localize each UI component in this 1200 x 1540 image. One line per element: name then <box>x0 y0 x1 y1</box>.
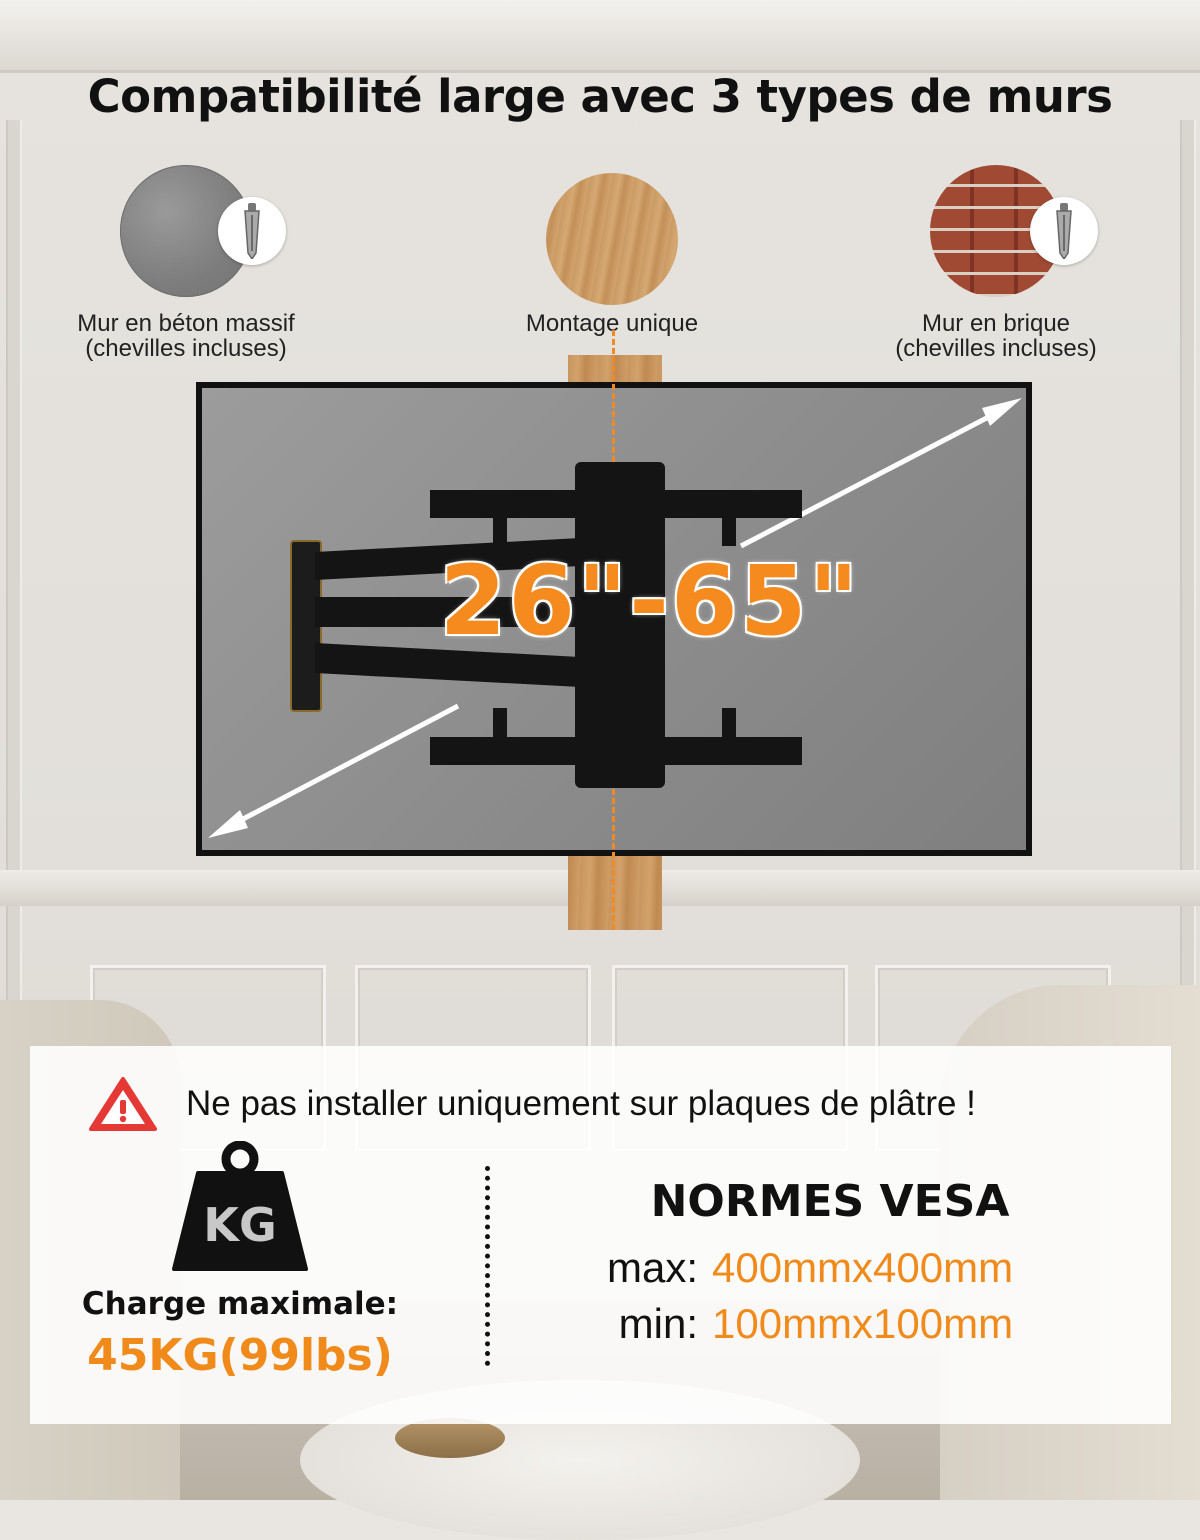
brick-wall-icon <box>930 165 1062 297</box>
wall-type-brick <box>846 165 1146 361</box>
wall-type-wood <box>462 165 762 336</box>
vesa-min <box>570 1300 1130 1348</box>
mount-hook <box>493 510 507 546</box>
info-card <box>30 1046 1171 1424</box>
drywall-warning <box>88 1076 976 1132</box>
vesa-min-label: min: <box>618 1300 698 1347</box>
dotted-divider <box>485 1166 490 1366</box>
mount-hook <box>493 708 507 744</box>
concrete-wall-icon <box>120 165 252 297</box>
wall-type-label: Montage unique <box>525 310 699 337</box>
table-bowl <box>395 1418 505 1458</box>
wall-type-concrete <box>36 165 336 361</box>
mount-hook <box>722 510 736 546</box>
wood-wall-icon <box>546 173 678 305</box>
vesa-max <box>570 1244 1130 1292</box>
wall-type-label: Mur en brique (chevilles incluses) <box>895 310 1097 362</box>
wall-anchor-icon <box>218 197 286 265</box>
vesa-max-label: max: <box>606 1244 698 1291</box>
crown-molding <box>0 0 1200 73</box>
wall-type-label: Mur en béton massif (chevilles incluses) <box>77 310 295 362</box>
svg-text:KG: KG <box>203 1198 277 1252</box>
max-load-value: 45KG(99lbs) <box>87 1330 393 1381</box>
tv-size-range: 26"-65" <box>439 545 861 657</box>
wall-anchor-icon <box>1030 197 1098 265</box>
headline: Compatibilité large avec 3 types de murs <box>87 70 1113 123</box>
vesa-min-value: 100mmx100mm <box>712 1300 1014 1347</box>
mount-hook <box>722 708 736 744</box>
warning-text: Ne pas installer uniquement sur plaques de plâtre ! <box>186 1084 976 1123</box>
max-load-label: Charge maximale: <box>81 1286 399 1322</box>
weight-icon <box>170 1141 310 1271</box>
warning-icon <box>88 1076 158 1132</box>
vesa-max-value: 400mmx400mm <box>712 1244 1014 1291</box>
vesa-title: NORMES VESA <box>650 1176 1010 1227</box>
